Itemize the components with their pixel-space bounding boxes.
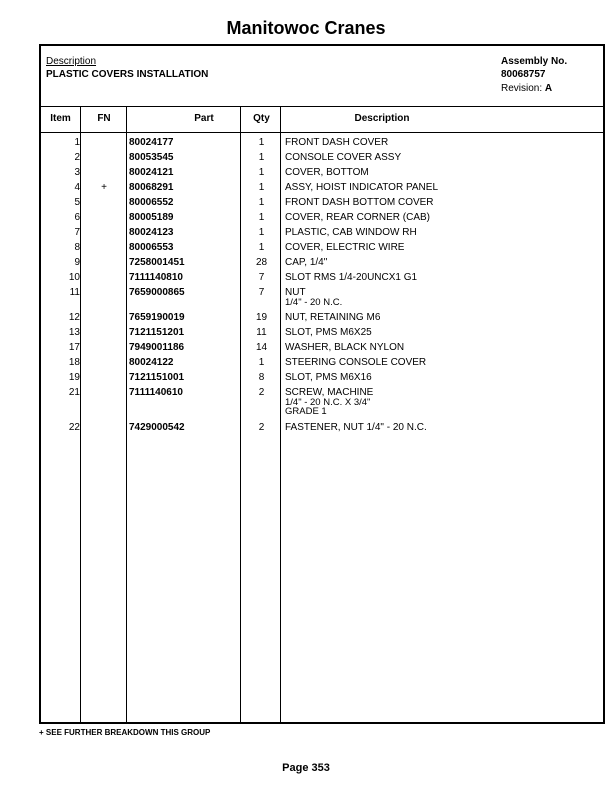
item-cell: 21 <box>68 387 80 398</box>
part-number-cell: 7121151001 <box>129 372 185 383</box>
description-cell <box>285 388 595 416</box>
item-cell: 13 <box>68 327 80 338</box>
item-cell: 19 <box>68 372 80 383</box>
description-cell <box>285 313 595 323</box>
description-cell <box>285 183 595 193</box>
description-cell <box>285 373 595 383</box>
description-text: FRONT DASH COVER <box>285 137 389 148</box>
description-text: COVER, BOTTOM <box>285 167 369 178</box>
column-header-description: Description <box>354 113 410 124</box>
item-cell: 17 <box>68 342 80 353</box>
part-number-cell: 80005189 <box>129 212 174 223</box>
revision-value: A <box>544 83 553 94</box>
description-text: CONSOLE COVER ASSY <box>285 152 402 163</box>
assembly-number: 80068757 <box>501 69 546 80</box>
description-text: SCREW, MACHINE <box>285 387 374 398</box>
table-row <box>41 243 603 258</box>
item-cell: 1 <box>74 137 80 148</box>
description-cell <box>285 228 595 238</box>
description-cell <box>285 168 595 178</box>
description-cell <box>285 138 595 148</box>
description-cell <box>285 243 595 253</box>
description-text: NUT <box>285 287 306 298</box>
item-cell: 6 <box>74 212 80 223</box>
description-detail: 1/4" - 20 N.C. <box>285 297 343 308</box>
qty-cell: 1 <box>258 242 265 253</box>
item-cell: 3 <box>74 167 80 178</box>
description-text: PLASTIC, CAB WINDOW RH <box>285 227 417 238</box>
description-text: SLOT RMS 1/4-20UNCX1 G1 <box>285 272 418 283</box>
description-cell <box>285 343 595 353</box>
part-number-cell: 80024177 <box>129 137 174 148</box>
qty-cell: 1 <box>258 137 265 148</box>
qty-cell: 2 <box>258 422 265 433</box>
table-row <box>41 198 603 213</box>
item-cell: 22 <box>68 422 80 433</box>
qty-cell: 14 <box>255 342 268 353</box>
item-cell: 11 <box>69 287 80 298</box>
item-cell: 4 <box>74 182 80 193</box>
column-header-item: Item <box>50 113 71 124</box>
fn-cell: + <box>101 182 107 193</box>
item-cell: 5 <box>74 197 80 208</box>
table-row <box>41 328 603 343</box>
description-text: ASSY, HOIST INDICATOR PANEL <box>285 182 439 193</box>
table-row <box>41 138 603 153</box>
item-cell: 12 <box>68 312 80 323</box>
description-text: FASTENER, NUT 1/4" - 20 N.C. <box>285 422 427 433</box>
description-text: FRONT DASH BOTTOM COVER <box>285 197 434 208</box>
assembly-header <box>41 46 603 107</box>
qty-cell: 8 <box>258 372 265 383</box>
description-cell <box>285 423 595 433</box>
description-text: COVER, ELECTRIC WIRE <box>285 242 405 253</box>
qty-cell: 1 <box>258 167 265 178</box>
assembly-label: Assembly No. <box>501 56 568 67</box>
description-text: WASHER, BLACK NYLON <box>285 342 405 353</box>
description-text: COVER, REAR CORNER (CAB) <box>285 212 431 223</box>
description-text: STEERING CONSOLE COVER <box>285 357 427 368</box>
item-cell: 8 <box>74 242 80 253</box>
item-cell: 9 <box>74 257 80 268</box>
column-header-fn: FN <box>97 113 111 124</box>
part-number-cell: 80006552 <box>129 197 174 208</box>
qty-cell: 28 <box>255 257 268 268</box>
parts-list-frame <box>39 44 605 724</box>
table-row <box>41 258 603 273</box>
page-title: Manitowoc Cranes <box>226 18 386 38</box>
item-cell: 2 <box>74 152 80 163</box>
part-number-cell: 7949001186 <box>129 342 185 353</box>
item-cell: 7 <box>74 227 80 238</box>
part-number-cell: 7429000542 <box>129 422 185 433</box>
description-label: Description <box>46 56 97 67</box>
footnote: + SEE FURTHER BREAKDOWN THIS GROUP <box>39 728 211 737</box>
revision-label: Revision: <box>501 83 543 94</box>
page-number: Page 353 <box>282 762 330 774</box>
qty-cell: 7 <box>258 287 265 298</box>
description-cell <box>285 288 595 307</box>
column-header-part: Part <box>194 113 214 124</box>
part-number-cell: 80024122 <box>129 357 174 368</box>
table-row <box>41 213 603 228</box>
table-row <box>41 228 603 243</box>
revision <box>501 83 552 94</box>
description-value: PLASTIC COVERS INSTALLATION <box>46 69 209 80</box>
part-number-cell: 80024121 <box>129 167 174 178</box>
table-row <box>41 388 603 423</box>
table-row <box>41 373 603 388</box>
part-number-cell: 80068291 <box>129 182 174 193</box>
table-row <box>41 343 603 358</box>
description-cell <box>285 273 595 283</box>
table-row <box>41 183 603 198</box>
qty-cell: 1 <box>258 182 265 193</box>
part-number-cell: 80053545 <box>129 152 174 163</box>
part-number-cell: 7121151201 <box>129 327 185 338</box>
qty-cell: 1 <box>258 197 265 208</box>
description-text: SLOT, PMS M6X16 <box>285 372 372 383</box>
description-cell <box>285 328 595 338</box>
qty-cell: 19 <box>255 312 268 323</box>
table-row <box>41 153 603 168</box>
description-cell <box>285 258 595 268</box>
table-row <box>41 168 603 183</box>
parts-table-body <box>41 138 603 438</box>
qty-cell: 7 <box>258 272 265 283</box>
description-text: CAP, 1/4" <box>285 257 328 268</box>
part-number-cell: 7659000865 <box>129 287 185 298</box>
item-cell: 18 <box>68 357 80 368</box>
description-text: SLOT, PMS M6X25 <box>285 327 372 338</box>
part-number-cell: 80006553 <box>129 242 174 253</box>
description-cell <box>285 198 595 208</box>
column-header-qty: Qty <box>253 113 270 124</box>
qty-cell: 1 <box>258 212 265 223</box>
table-row <box>41 313 603 328</box>
table-row <box>41 273 603 288</box>
part-number-cell: 7111140810 <box>129 272 183 283</box>
part-number-cell: 7258001451 <box>129 257 185 268</box>
table-row <box>41 288 603 313</box>
qty-cell: 1 <box>258 357 265 368</box>
qty-cell: 1 <box>258 152 265 163</box>
qty-cell: 2 <box>258 387 265 398</box>
description-cell <box>285 153 595 163</box>
table-row <box>41 423 603 438</box>
part-number-cell: 80024123 <box>129 227 174 238</box>
description-detail: GRADE 1 <box>285 406 327 417</box>
description-detail: 1/4" - 20 N.C. X 3/4" <box>285 397 371 408</box>
qty-cell: 1 <box>258 227 265 238</box>
part-number-cell: 7111140610 <box>129 387 183 398</box>
qty-cell: 11 <box>256 327 267 338</box>
part-number-cell: 7659190019 <box>129 312 185 323</box>
table-row <box>41 358 603 373</box>
description-text: NUT, RETAINING M6 <box>285 312 381 323</box>
description-cell <box>285 358 595 368</box>
item-cell: 10 <box>68 272 80 283</box>
description-cell <box>285 213 595 223</box>
